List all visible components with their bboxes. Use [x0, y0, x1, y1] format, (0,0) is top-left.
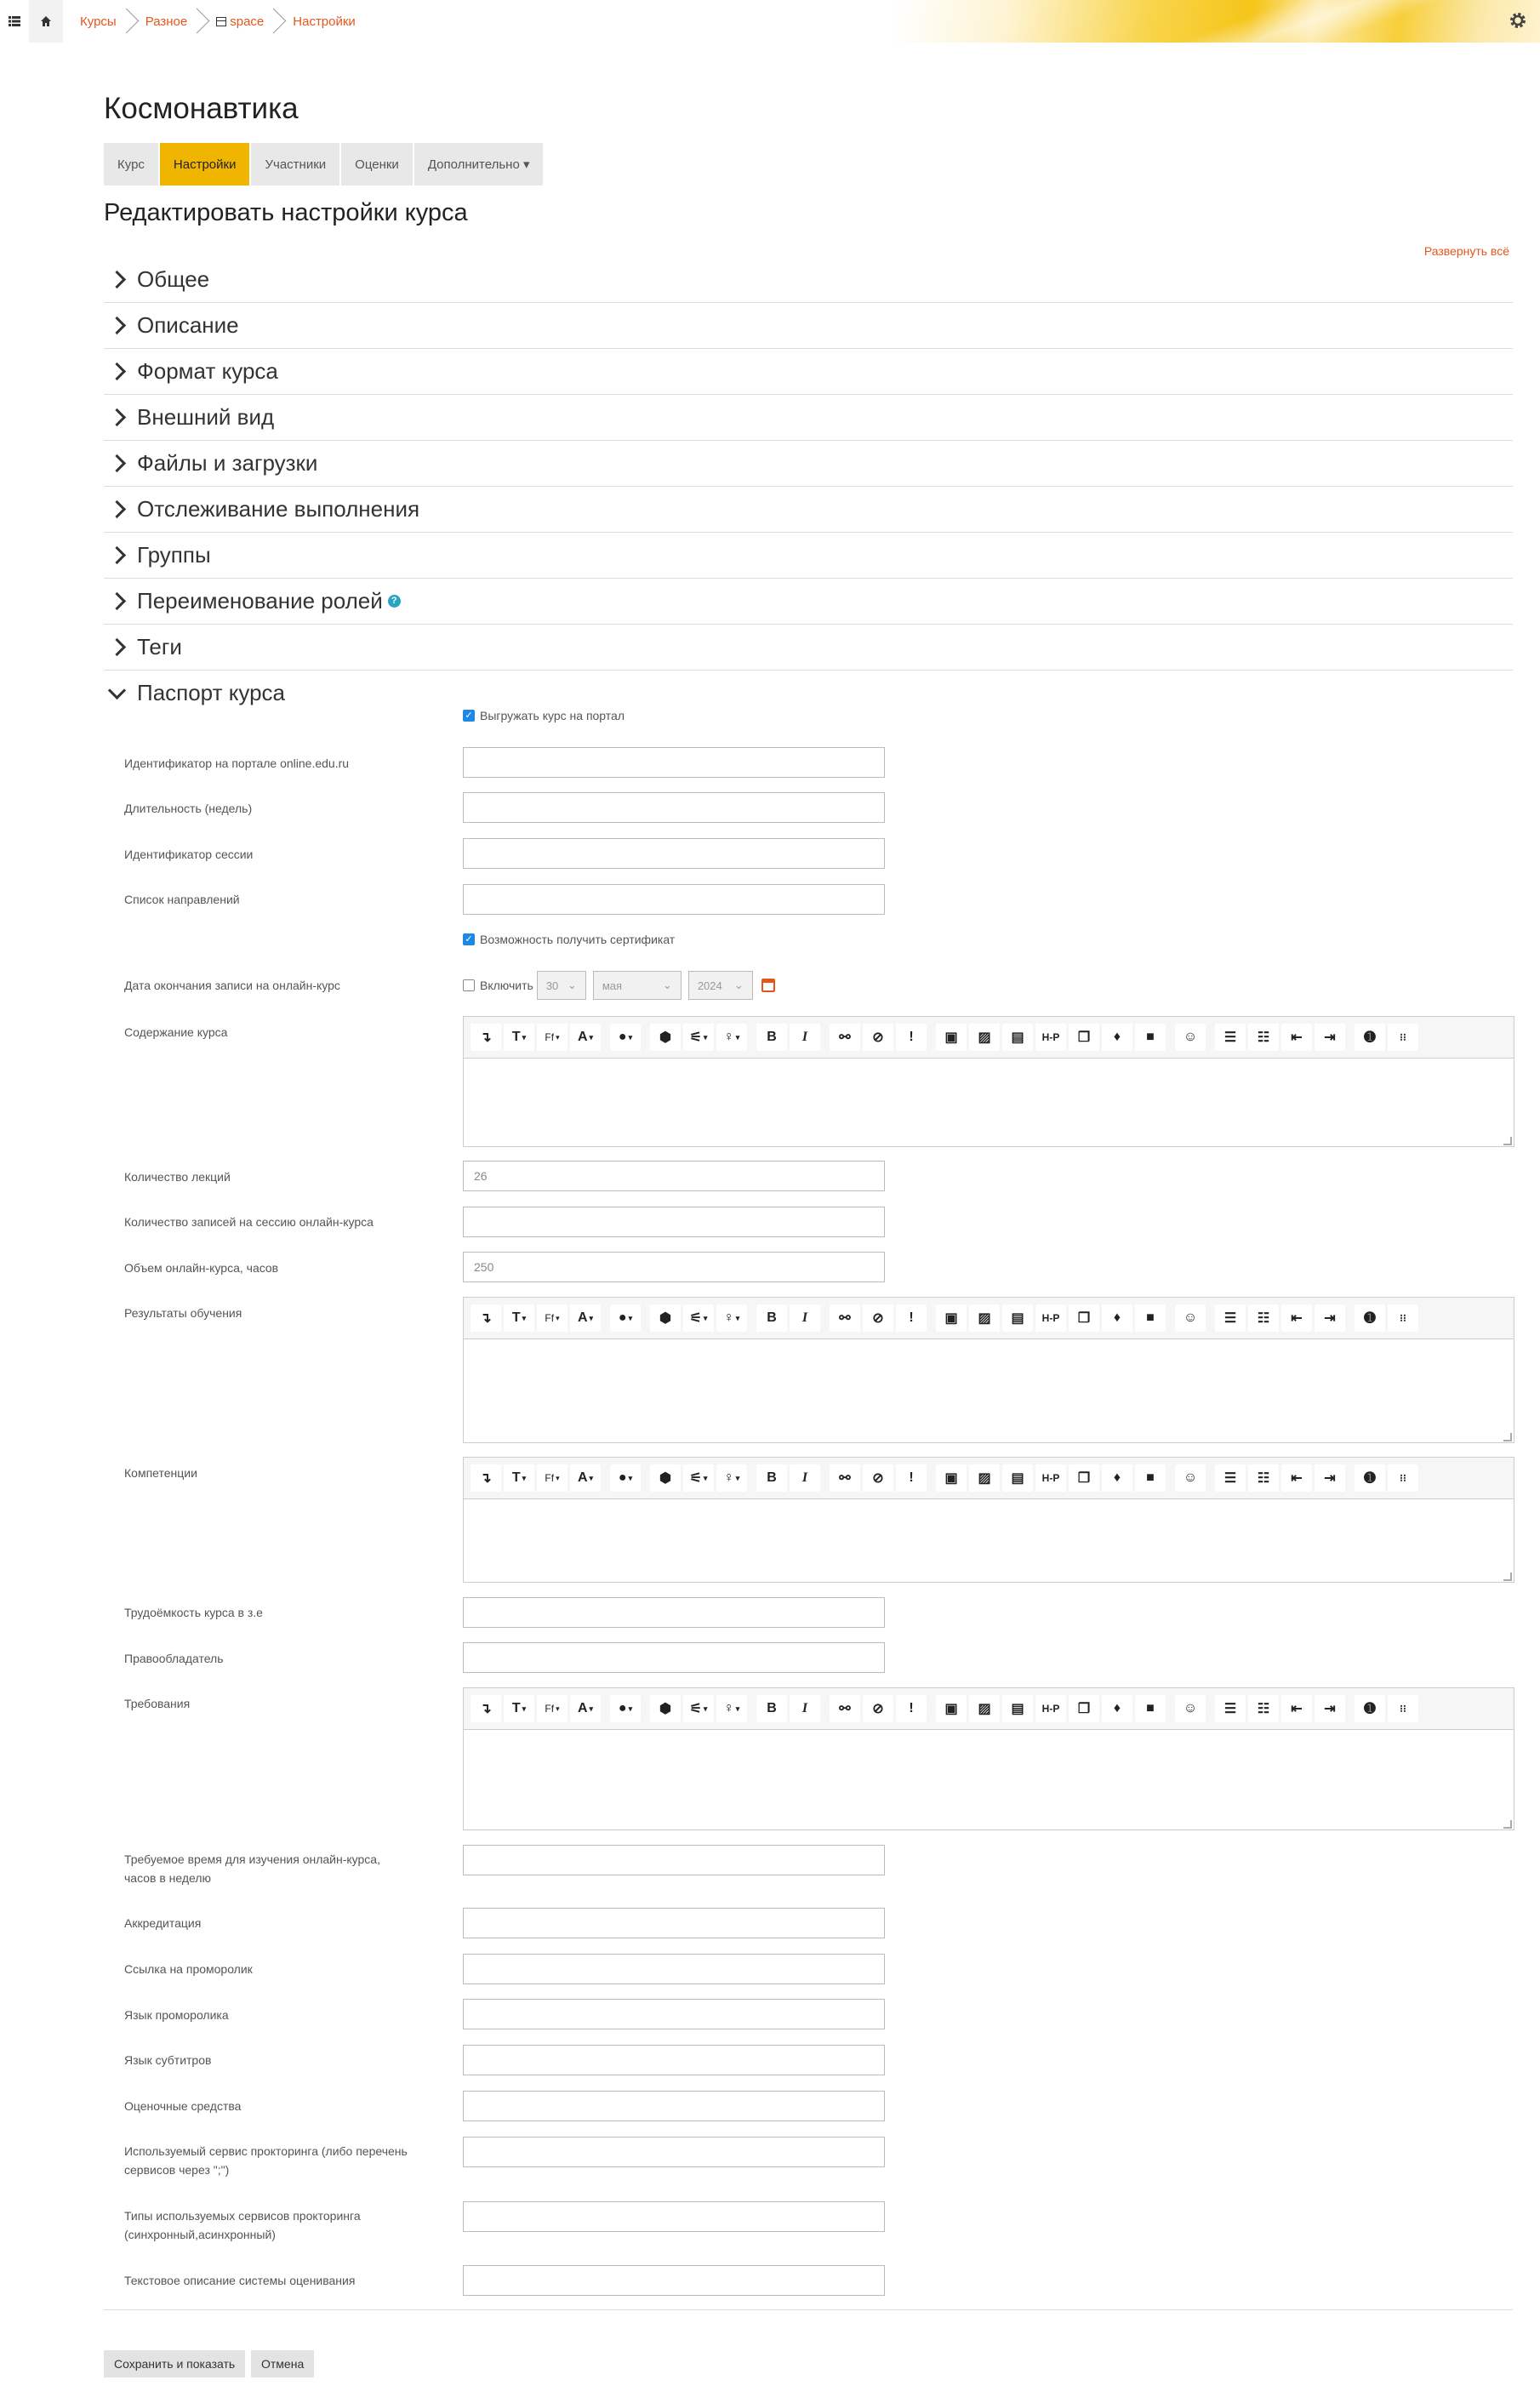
accessibility-icon[interactable]: ➊ [1355, 1695, 1385, 1722]
promo-link-input[interactable] [463, 1954, 885, 1984]
copy-icon[interactable]: ❐ [1069, 1024, 1099, 1051]
text-color-icon[interactable]: A ▾ [570, 1304, 601, 1332]
background-color-icon[interactable]: ● ▾ [610, 1695, 641, 1722]
font-size-icon[interactable]: T ▾ [504, 1695, 534, 1722]
section-label: Паспорт курса [137, 680, 286, 705]
enable-date-label: Включить [480, 979, 533, 992]
font-family-icon[interactable]: Ff ▾ [537, 1304, 568, 1332]
month-select[interactable] [593, 971, 682, 1000]
link-icon[interactable]: ⚯ [830, 1024, 860, 1051]
emoji-icon[interactable]: ☺ [1175, 1464, 1206, 1492]
h5p-icon[interactable]: H-P [1035, 1304, 1066, 1332]
page-title: Космонавтика [104, 92, 299, 125]
content-editor[interactable] [463, 1016, 1514, 1147]
chevron-down-icon: ⌄ [733, 979, 744, 991]
enable-date-checkbox[interactable] [463, 979, 475, 991]
month-value: мая [602, 979, 623, 992]
paragraph-icon[interactable]: ⚟ ▾ [683, 1024, 714, 1051]
field-label: Идентификатор на портале online.edu.ru [124, 756, 350, 770]
field-label: Язык субтитров [124, 2053, 212, 2067]
expand-all-link[interactable]: Развернуть всё [1423, 244, 1509, 258]
copy-icon[interactable]: ❐ [1069, 1695, 1099, 1722]
bullet-list-icon[interactable]: ☰ [1215, 1304, 1246, 1332]
field-label: Идентификатор сессии [124, 848, 254, 861]
numbered-list-icon[interactable]: ☷ [1248, 1695, 1279, 1722]
italic-icon[interactable]: I [790, 1464, 820, 1492]
save-and-display-button[interactable]: Сохранить и показать [104, 2350, 245, 2377]
resize-handle[interactable] [1503, 1573, 1512, 1581]
checkbox-label: Возможность получить сертификат [480, 933, 676, 946]
breadcrumb [0, 0, 368, 43]
section-label: Отслеживание выполнения [137, 496, 420, 522]
volume-input[interactable]: 250 [463, 1252, 885, 1282]
field-label: Требования [124, 1697, 191, 1710]
form-divider [104, 2309, 1513, 2310]
year-select[interactable] [688, 971, 753, 1000]
section-label: Формат курса [137, 358, 278, 384]
font-family-icon[interactable]: Ff ▾ [537, 1024, 568, 1051]
section-label: Переименование ролей [137, 588, 383, 614]
font-family-icon[interactable]: Ff ▾ [537, 1464, 568, 1492]
emoji-icon[interactable]: ☺ [1175, 1304, 1206, 1332]
indent-icon[interactable]: ⇥ [1315, 1464, 1345, 1492]
image-icon[interactable]: ▨ [969, 1695, 1000, 1722]
italic-icon[interactable]: I [790, 1304, 820, 1332]
section-files[interactable] [104, 441, 1513, 487]
cancel-button[interactable]: Отмена [251, 2350, 314, 2377]
section-label: Теги [137, 634, 182, 659]
editor-toolbar [464, 1458, 1514, 1499]
microphone-icon[interactable]: ♦ [1102, 1695, 1132, 1722]
collapse-icon[interactable]: ↴ [471, 1464, 501, 1492]
copy-icon[interactable]: ❐ [1069, 1464, 1099, 1492]
records-input[interactable] [463, 1207, 885, 1237]
copy-icon[interactable]: ❐ [1069, 1304, 1099, 1332]
emoji-icon[interactable]: ☺ [1175, 1695, 1206, 1722]
italic-icon[interactable]: I [790, 1695, 820, 1722]
results-editor[interactable] [463, 1297, 1514, 1443]
styles-icon[interactable]: ⬢ [650, 1695, 681, 1722]
lectures-input[interactable]: 26 [463, 1161, 885, 1191]
background-color-icon[interactable]: ● ▾ [610, 1024, 641, 1051]
section-label: Общее [137, 266, 210, 292]
collapse-icon[interactable]: ↴ [471, 1024, 501, 1051]
section-completion[interactable] [104, 487, 1513, 533]
file-icon[interactable]: ▤ [1002, 1464, 1033, 1492]
image-icon[interactable]: ▨ [969, 1024, 1000, 1051]
proctoring-input[interactable] [463, 2137, 885, 2167]
html-icon[interactable]: ⁝⁝ [1388, 1695, 1418, 1722]
chevron-right-icon [108, 546, 126, 564]
italic-icon[interactable]: I [790, 1024, 820, 1051]
section-tags[interactable] [104, 625, 1513, 671]
styles-icon[interactable]: ⬢ [650, 1304, 681, 1332]
editor-toolbar [464, 1017, 1514, 1059]
editor-area[interactable] [464, 1730, 1514, 1830]
collapse-icon[interactable]: ↴ [471, 1304, 501, 1332]
indent-icon[interactable]: ⇥ [1315, 1024, 1345, 1051]
course-tabs [104, 143, 545, 186]
field-label: Объем онлайн-курса, часов [124, 1261, 279, 1275]
unlink-icon[interactable]: ⊘ [863, 1304, 893, 1332]
field-label: Длительность (недель) [124, 802, 253, 815]
resize-handle[interactable] [1503, 1433, 1512, 1441]
home-icon[interactable] [29, 0, 63, 43]
accreditation-input[interactable] [463, 1908, 885, 1938]
owner-input[interactable] [463, 1642, 885, 1673]
outdent-icon[interactable]: ⇤ [1281, 1024, 1312, 1051]
bold-icon[interactable]: B [756, 1304, 787, 1332]
outdent-icon[interactable]: ⇤ [1281, 1695, 1312, 1722]
menu-icon[interactable] [0, 0, 29, 43]
resize-handle[interactable] [1503, 1137, 1512, 1145]
h5p-icon[interactable]: H-P [1035, 1695, 1066, 1722]
media-icon[interactable]: ▣ [936, 1695, 967, 1722]
breadcrumb-label: Настройки [293, 14, 356, 29]
course-icon [216, 17, 226, 26]
collapse-icon[interactable]: ↴ [471, 1695, 501, 1722]
competencies-editor[interactable] [463, 1457, 1514, 1583]
section-label: Группы [137, 542, 211, 568]
accessibility-icon[interactable]: ➊ [1355, 1024, 1385, 1051]
h5p-icon[interactable]: H-P [1035, 1024, 1066, 1051]
image-icon[interactable]: ▨ [969, 1464, 1000, 1492]
section-format[interactable] [104, 349, 1513, 395]
duration-input[interactable] [463, 792, 885, 823]
chevron-right-icon [108, 500, 126, 518]
chevron-right-icon [108, 592, 126, 610]
breadcrumb-label: space [230, 14, 265, 29]
bullet-list-icon[interactable]: ☰ [1215, 1024, 1246, 1051]
breadcrumb-item-misc[interactable] [128, 0, 200, 43]
chevron-right-icon [108, 271, 126, 288]
accessibility-icon[interactable]: ➊ [1355, 1304, 1385, 1332]
gear-icon[interactable] [1508, 10, 1528, 31]
background-color-icon[interactable]: ● ▾ [610, 1464, 641, 1492]
chevron-right-icon [108, 408, 126, 426]
unlink-icon[interactable]: ⊘ [863, 1464, 893, 1492]
media-icon[interactable]: ▣ [936, 1464, 967, 1492]
exclamation-icon[interactable]: ! [896, 1304, 927, 1332]
font-family-icon[interactable]: Ff ▾ [537, 1695, 568, 1722]
media-icon[interactable]: ▣ [936, 1024, 967, 1051]
field-label: Количество лекций [124, 1170, 231, 1184]
styles-icon[interactable]: ⬢ [650, 1024, 681, 1051]
checkbox-label: Выгружать курс на портал [480, 709, 625, 722]
section-role-renaming[interactable] [104, 579, 1513, 625]
font-size-icon[interactable]: T ▾ [504, 1464, 534, 1492]
day-value: 30 [545, 979, 559, 992]
indent-icon[interactable]: ⇥ [1315, 1304, 1345, 1332]
assessment-input[interactable] [463, 2091, 885, 2121]
emoji-icon[interactable]: ☺ [1175, 1024, 1206, 1051]
exclamation-icon[interactable]: ! [896, 1695, 927, 1722]
html-icon[interactable]: ⁝⁝ [1388, 1464, 1418, 1492]
unlink-icon[interactable]: ⊘ [863, 1024, 893, 1051]
section-groups[interactable] [104, 533, 1513, 579]
breadcrumb-label: Разное [145, 14, 188, 29]
section-general[interactable] [104, 257, 1513, 303]
resize-handle[interactable] [1503, 1820, 1512, 1829]
bullet-list-icon[interactable]: ☰ [1215, 1464, 1246, 1492]
paragraph-icon[interactable]: ⚟ ▾ [683, 1695, 714, 1722]
certificate-checkbox[interactable] [463, 933, 475, 945]
export-checkbox-row[interactable] [463, 709, 625, 722]
promo-language-input[interactable] [463, 1999, 885, 2029]
tab-grades[interactable]: Оценки [341, 143, 414, 186]
subtitles-language-input[interactable] [463, 2045, 885, 2075]
file-icon[interactable]: ▤ [1002, 1304, 1033, 1332]
video-icon[interactable]: ■ [1135, 1304, 1166, 1332]
unlink-icon[interactable]: ⊘ [863, 1695, 893, 1722]
directions-input[interactable] [463, 884, 885, 915]
tips-icon[interactable]: ♀ ▾ [716, 1464, 747, 1492]
chevron-down-icon [108, 682, 126, 699]
chevron-down-icon: ⌄ [567, 979, 577, 991]
bold-icon[interactable]: B [756, 1464, 787, 1492]
tab-participants[interactable]: Участники [251, 143, 341, 186]
field-label: Оценочные средства [124, 2099, 242, 2113]
text-color-icon[interactable]: A ▾ [570, 1695, 601, 1722]
tab-course[interactable]: Курс [104, 143, 160, 186]
editor-toolbar [464, 1298, 1514, 1339]
section-passport[interactable] [104, 671, 1513, 716]
year-value: 2024 [697, 979, 722, 992]
field-label: Текстовое описание системы оценивания [124, 2274, 356, 2287]
html-icon[interactable]: ⁝⁝ [1388, 1024, 1418, 1051]
weekly-time-input[interactable] [463, 1845, 885, 1875]
header-decoration-highlight [1183, 0, 1438, 43]
field-label: Результаты обучения [124, 1306, 242, 1320]
font-size-icon[interactable]: T ▾ [504, 1304, 534, 1332]
grading-text-input[interactable] [463, 2265, 885, 2296]
outdent-icon[interactable]: ⇤ [1281, 1464, 1312, 1492]
paragraph-icon[interactable]: ⚟ ▾ [683, 1464, 714, 1492]
section-label: Внешний вид [137, 404, 275, 430]
field-label: Содержание курса [124, 1025, 228, 1039]
page-subtitle: Редактировать настройки курса [104, 199, 468, 226]
styles-icon[interactable]: ⬢ [650, 1464, 681, 1492]
breadcrumb-item-settings[interactable] [276, 0, 368, 43]
session-id-input[interactable] [463, 838, 885, 869]
editor-area[interactable] [464, 1059, 1514, 1147]
indent-icon[interactable]: ⇥ [1315, 1695, 1345, 1722]
microphone-icon[interactable]: ♦ [1102, 1024, 1132, 1051]
field-label: Типы используемых сервисов прокторинга (синхронный,асинхронный) [124, 2209, 361, 2241]
link-icon[interactable]: ⚯ [830, 1304, 860, 1332]
outdent-icon[interactable]: ⇤ [1281, 1304, 1312, 1332]
proctoring-types-input[interactable] [463, 2201, 885, 2232]
tab-more[interactable]: Дополнительно ▾ [414, 143, 545, 186]
field-label: Список направлений [124, 893, 240, 906]
editor-toolbar [464, 1688, 1514, 1730]
paragraph-icon[interactable]: ⚟ ▾ [683, 1304, 714, 1332]
accessibility-icon[interactable]: ➊ [1355, 1464, 1385, 1492]
chevron-right-icon [108, 638, 126, 656]
breadcrumb-label: Курсы [80, 14, 117, 29]
font-size-icon[interactable]: T ▾ [504, 1024, 534, 1051]
bold-icon[interactable]: B [756, 1695, 787, 1722]
field-label: Трудоёмкость курса в з.е [124, 1606, 263, 1619]
text-color-icon[interactable]: A ▾ [570, 1464, 601, 1492]
video-icon[interactable]: ■ [1135, 1464, 1166, 1492]
numbered-list-icon[interactable]: ☷ [1248, 1464, 1279, 1492]
exclamation-icon[interactable]: ! [896, 1024, 927, 1051]
field-label: Компетенции [124, 1466, 197, 1480]
field-label: Требуемое время для изучения онлайн-курса, часов в неделю [124, 1852, 380, 1885]
field-label: Аккредитация [124, 1916, 202, 1930]
numbered-list-icon[interactable]: ☷ [1248, 1024, 1279, 1051]
exclamation-icon[interactable]: ! [896, 1464, 927, 1492]
chevron-right-icon [108, 454, 126, 472]
calendar-icon[interactable] [761, 979, 775, 992]
microphone-icon[interactable]: ♦ [1102, 1304, 1132, 1332]
tips-icon[interactable]: ♀ ▾ [716, 1695, 747, 1722]
certificate-checkbox-row[interactable] [463, 933, 675, 946]
link-icon[interactable]: ⚯ [830, 1464, 860, 1492]
chevron-right-icon [108, 317, 126, 334]
field-label: Количество записей на сессию онлайн-курса [124, 1215, 374, 1229]
media-icon[interactable]: ▣ [936, 1304, 967, 1332]
section-appearance[interactable] [104, 395, 1513, 441]
section-label: Описание [137, 312, 239, 338]
h5p-icon[interactable]: H-P [1035, 1464, 1066, 1492]
text-color-icon[interactable]: A ▾ [570, 1024, 601, 1051]
video-icon[interactable]: ■ [1135, 1695, 1166, 1722]
numbered-list-icon[interactable]: ☷ [1248, 1304, 1279, 1332]
link-icon[interactable]: ⚯ [830, 1695, 860, 1722]
editor-area[interactable] [464, 1339, 1514, 1443]
background-color-icon[interactable]: ● ▾ [610, 1304, 641, 1332]
section-description[interactable] [104, 303, 1513, 349]
section-label: Файлы и загрузки [137, 450, 318, 476]
html-icon[interactable]: ⁝⁝ [1388, 1304, 1418, 1332]
top-navbar [0, 0, 1540, 43]
requirements-editor[interactable] [463, 1687, 1514, 1830]
field-label: Правообладатель [124, 1652, 224, 1665]
breadcrumb-item-courses[interactable] [63, 0, 128, 43]
file-icon[interactable]: ▤ [1002, 1024, 1033, 1051]
day-select[interactable] [537, 971, 586, 1000]
settings-sections [104, 257, 1513, 716]
file-icon[interactable]: ▤ [1002, 1695, 1033, 1722]
tips-icon[interactable]: ♀ ▾ [716, 1024, 747, 1051]
bold-icon[interactable]: B [756, 1024, 787, 1051]
bullet-list-icon[interactable]: ☰ [1215, 1695, 1246, 1722]
field-label: Используемый сервис прокторинга (либо перечень сервисов через ";") [124, 2144, 408, 2177]
chevron-right-icon [108, 362, 126, 380]
microphone-icon[interactable]: ♦ [1102, 1464, 1132, 1492]
enroll-end-date [463, 971, 775, 1000]
editor-area[interactable] [464, 1499, 1514, 1583]
field-label: Дата окончания записи на онлайн-курс [124, 979, 340, 992]
tab-settings[interactable]: Настройки [160, 143, 252, 186]
field-label: Язык проморолика [124, 2008, 229, 2022]
video-icon[interactable]: ■ [1135, 1024, 1166, 1051]
image-icon[interactable]: ▨ [969, 1304, 1000, 1332]
labor-input[interactable] [463, 1597, 885, 1628]
field-label: Ссылка на проморолик [124, 1962, 253, 1976]
help-icon[interactable]: ? [388, 595, 401, 608]
chevron-down-icon: ⌄ [662, 979, 672, 991]
breadcrumb-item-space[interactable] [199, 0, 276, 43]
portal-id-input[interactable] [463, 747, 885, 778]
tips-icon[interactable]: ♀ ▾ [716, 1304, 747, 1332]
export-checkbox[interactable] [463, 710, 475, 722]
